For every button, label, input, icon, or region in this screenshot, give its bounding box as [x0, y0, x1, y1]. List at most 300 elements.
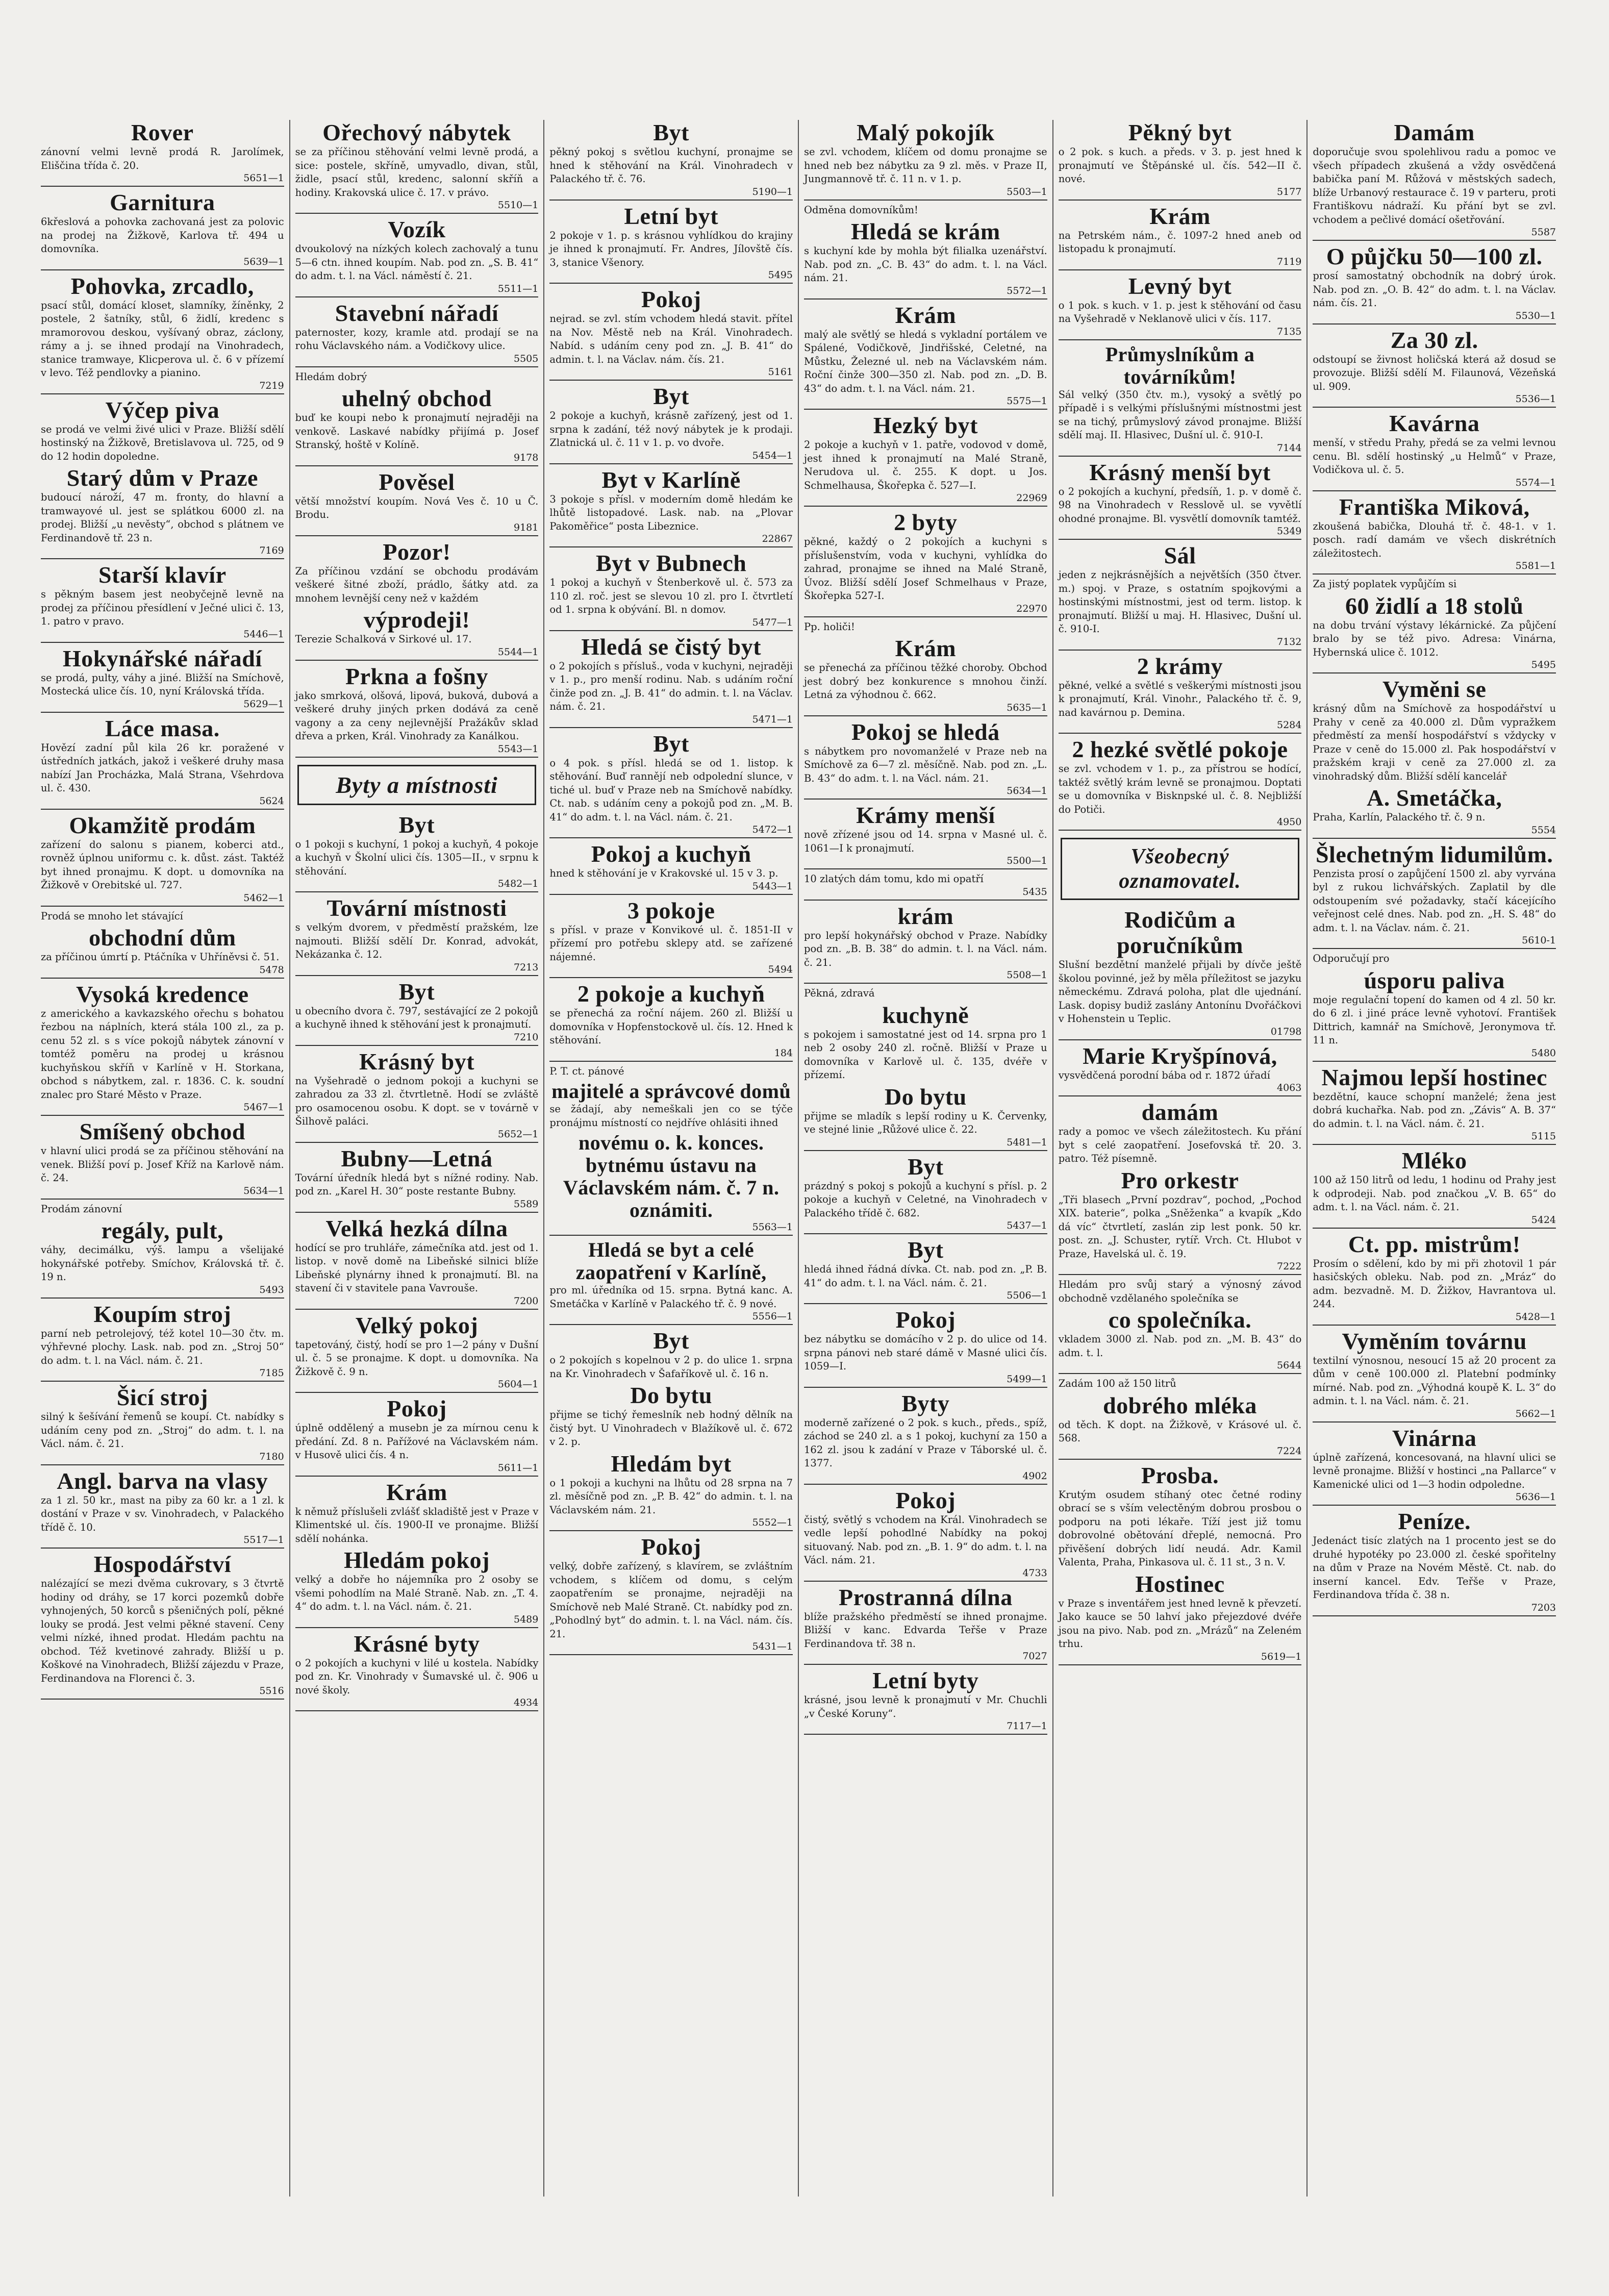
- classified-ad: [1313, 1232, 1556, 1322]
- ad-heading: obchodní dům: [89, 925, 236, 951]
- ad-code: 5495: [1531, 659, 1556, 670]
- classified-ad: [1059, 1043, 1302, 1094]
- classified-ad: [41, 1385, 284, 1462]
- ad-divider: [295, 1142, 539, 1143]
- ad-divider: [1059, 1664, 1302, 1665]
- classified-ad: [804, 872, 1047, 897]
- ad-divider: [295, 535, 539, 536]
- ad-heading: Františka Miková,: [1339, 493, 1530, 520]
- classified-ad: [1059, 1278, 1302, 1305]
- ad-heading: Prkna a fošny: [345, 663, 488, 689]
- ad-heading: Byt: [653, 1328, 689, 1354]
- ad-heading: Krásný menší byt: [1089, 459, 1271, 485]
- ad-code: 7222: [1277, 1261, 1302, 1272]
- classified-ad: [1059, 1307, 1302, 1371]
- ad-heading: Angl. barva na vlasy: [57, 1467, 268, 1494]
- ad-heading: Hezký byt: [873, 412, 978, 438]
- ad-body: o 4 pok. s přísl. hledá se od 1. listop. k stěhování. Buď rannějí neb odpolední slunce, v tiché ul. buď v Praze neb na Smíchově nabídky. Ct. nab. s udáním ceny a pokojů pod zn. „M. B. 41“ do adm. t. l. na Václ. nám. č. 21.: [549, 757, 793, 823]
- ad-code: 4902: [1022, 1470, 1047, 1482]
- ad-code: 5499—1: [1007, 1373, 1047, 1385]
- ad-divider: [1313, 323, 1556, 325]
- classified-ad: [295, 1313, 539, 1390]
- ad-code: 5651—1: [243, 172, 284, 184]
- ad-body: hned k stěhování je v Krakovské ul. 15 v 3. p.: [549, 867, 778, 879]
- ad-divider: [549, 1530, 793, 1531]
- ad-heading: Bubny—Letná: [341, 1145, 493, 1171]
- ad-heading: Byt: [398, 978, 435, 1005]
- ad-code: 5467—1: [243, 1102, 284, 1113]
- ad-body: krásné, jsou levně k pronajmutí v Mr. Chuchli „v České Koruny“.: [804, 1694, 1047, 1719]
- ad-code: 5554: [1531, 824, 1556, 836]
- ad-code: 7119: [1277, 256, 1302, 267]
- ad-body: bezdětní, kauce schopní manželé; žena jest dobrá kuchařka. Nab. pod zn. „Závis“ A. B. 37“ do admin. t. l. na Václ. nám. č. 21.: [1313, 1090, 1556, 1130]
- ad-heading: 60 židlí a 18 stolů: [1345, 592, 1524, 619]
- ad-code: 5161: [768, 366, 793, 378]
- ad-body: textilní výnosnou, nesoucí 15 až 20 procent za dům v ceně 100.000 zl. Platební podmínky mírné. Nab. pod zn. „Výhodná koupě K. L. 3“ do admin. t. l. na Václ. nám. č. 21.: [1313, 1354, 1556, 1407]
- classified-ad: [549, 1451, 793, 1529]
- classified-ad: [804, 1307, 1047, 1385]
- ad-divider: [1059, 1459, 1302, 1460]
- ad-heading: Vinárna: [1392, 1425, 1477, 1451]
- ad-body: k němuž příslušeli zvlášť skladiště jest v Praze v Klimentské ul. čís. 1900-II ve pronajme. Bližší sdělí nohánka.: [295, 1505, 539, 1544]
- ad-heading: Pokoj: [641, 286, 701, 312]
- ad-divider: [1313, 573, 1556, 575]
- ad-body: hledá ihned řádná dívka. Ct. nab. pod zn. „P. B. 41“ do adm. t. l. na Václ. nám. č. 21.: [804, 1263, 1047, 1289]
- ad-body: doporučuje svou spolehlivou radu a pomoc ve všech případech zkušená a vždy osvědčená babička paní M. Růžová v městských sadech, blíže Urbanový restaurace č. 19 v parteru, proti Františkovu nádraží. Ku přání byt se zvl. vchodem a pečlivé domácí ošetřování.: [1313, 146, 1556, 226]
- ad-heading: Marie Kryšpínová,: [1083, 1042, 1277, 1069]
- ad-heading: Byt: [653, 383, 689, 409]
- classified-ad: [1313, 968, 1556, 1059]
- ad-heading: Hledá se krám: [851, 218, 1000, 244]
- ad-body: P. T. ct. pánové: [549, 1065, 624, 1077]
- ad-body: od těch. K dopt. na Žižkově, v Krásové ul. č. 568.: [1058, 1418, 1302, 1444]
- ad-code: 5634—1: [1007, 785, 1047, 796]
- ad-code: 7135: [1277, 326, 1302, 337]
- ad-code: 7210: [513, 1031, 539, 1043]
- ad-heading: Výčep piva: [105, 396, 220, 423]
- ad-body: o 1 pok. s kuch. v 1. p. jest k stěhování od času na Vyšehradě v Neklanově ulici v čís. 117.: [1058, 299, 1302, 325]
- ad-body: prosí samostatný obchodník na dobrý úrok. Nab. pod zn. „O. B. 42“ do adm. t. l. na Václav. nám. čís. 21.: [1313, 270, 1556, 309]
- ad-code: 22969: [1016, 492, 1047, 504]
- classified-ad: [295, 386, 539, 463]
- ad-body: se přenechá za příčinou těžké choroby. Obchod jest dobrý bez konkurence s mnohou činží. Letná za výhodnou č. 662.: [804, 662, 1047, 701]
- ad-divider: [549, 837, 793, 838]
- ad-code: 5503—1: [1007, 186, 1047, 197]
- ad-code: 01798: [1270, 1026, 1302, 1037]
- ad-divider: [1059, 1039, 1302, 1040]
- ad-body: Prodá se mnoho let stávající: [41, 910, 183, 922]
- ad-divider: [295, 891, 539, 892]
- ad-heading: Okamžitě prodám: [69, 812, 256, 838]
- ad-divider: [804, 798, 1047, 800]
- classified-ad: [549, 981, 793, 1059]
- ad-divider: [295, 1045, 539, 1046]
- ad-code: 5506—1: [1007, 1290, 1047, 1301]
- ad-heading: majitelé a správcové domů: [551, 1080, 791, 1103]
- ad-heading: Levný byt: [1128, 272, 1232, 299]
- ad-divider: [295, 1710, 539, 1711]
- ad-divider: [1059, 199, 1302, 201]
- classified-ad: [549, 1080, 793, 1130]
- ad-body: zánovní velmi levně prodá R. Jarolímek, Eliščina třída č. 20.: [41, 146, 284, 171]
- ad-code: 5619—1: [1261, 1651, 1302, 1662]
- ad-code: 5634—1: [243, 1185, 284, 1196]
- ad-body: z amerického a kavkazského ořechu s bohatou řezbou na náplních, která stála 100 zl., za p. cenu 52 zl. s s více pokojů nábytek zánovní v tomtéž poměru na prodej u krásnou kuchyňskou skříň v Karlíně v H. Storkana, obchod s nábytkem, zal. r. 1836. C. k. soudní znalec pro Staré Město v Praze.: [41, 1007, 284, 1101]
- classified-ad: [804, 204, 1047, 217]
- classified-ad: [804, 510, 1047, 614]
- ad-heading: Šicí stroj: [116, 1384, 208, 1410]
- ad-body: Odporučují pro: [1313, 953, 1390, 964]
- ad-heading: Krám: [895, 302, 957, 328]
- ad-divider: [295, 975, 539, 976]
- classified-ad: [1313, 120, 1556, 238]
- ad-code: 22867: [762, 533, 793, 544]
- classified-ad: [1059, 1463, 1302, 1569]
- classifieds-columns: [36, 120, 1561, 2197]
- ad-heading: Průmyslníkům a továrníkům!: [1105, 342, 1255, 388]
- ad-divider: [41, 1199, 284, 1200]
- ad-body: v hlavní ulici prodá se za příčinou stěhování na venek. Bližší poví p. Josef Kříž na Karlově nám. č. 24.: [41, 1145, 284, 1184]
- ad-body: bez nábytku se domácího v 2 p. do ulice od 14. srpna pánovi neb staré dámě v Masné ulici čís. 1059—I.: [804, 1333, 1047, 1372]
- ad-code: 7203: [1531, 1602, 1556, 1613]
- classified-ad: [295, 120, 539, 211]
- ad-body: 100 až 150 litrů od ledu, 1 hodinu od Prahy jest k odprodeji. Nab. pod značkou „V. B. 65“ do adm. t. l. na Václ. nám. č. 21.: [1313, 1174, 1556, 1213]
- ad-divider: [549, 894, 793, 895]
- ad-code: 5481—1: [1007, 1136, 1047, 1148]
- ad-divider: [41, 642, 284, 643]
- classified-ad: [549, 1132, 793, 1233]
- ad-body: 2 pokoje v 1. p. s krásnou vyhlídkou do krajiny je ihned k pronajmutí. Fr. Andres, Jílovště čís. 3, stanice Všenory.: [549, 229, 793, 268]
- ad-body: u obecního dvora č. 797, sestávající ze 2 pokojů a kuchyně ihned k stěhování jest k pronajmutí.: [295, 1005, 539, 1030]
- ad-divider: [1313, 948, 1556, 949]
- ad-divider: [549, 463, 793, 464]
- classified-ad: [804, 219, 1047, 296]
- classified-ad: [1313, 677, 1556, 783]
- ad-heading: Krámy menší: [856, 802, 995, 828]
- ad-heading: Koupím stroj: [93, 1301, 232, 1327]
- ad-code: 7027: [1022, 1651, 1047, 1662]
- ad-body: velký a dobře ho nájemníka pro 2 osoby se všemi pohodlím na Malé Straně. Nab. zn. „T. 4. 4“ do adm. t. l. na Václ. nám. č. 21.: [295, 1574, 539, 1612]
- ad-body: 10 zlatých dám tomu, kdo mi opatří: [804, 873, 984, 885]
- ad-body: silný k šešívání řemenů se koupí. Ct. nabídky s udáním ceny pod zn. „Stroj“ do adm. t. l. na Václ. nám. č. 21.: [41, 1411, 284, 1450]
- ad-body: s velkým dvorem, v předměstí pražském, lze najmouti. Bližší sdělí Dr. Konrad, advokát, Nekázanka č. 12.: [295, 921, 539, 960]
- ad-divider: [804, 983, 1047, 984]
- section-box-label: Byty a místnosti: [336, 771, 498, 798]
- ad-body: v Praze s inventářem jest hned levně k převzetí. Jako kauce se 50 lahví jako přejezdové dvéře jsou na pivo. Nab. pod zn. „Mrázů“ na Zeleném trhu.: [1058, 1597, 1302, 1650]
- ad-divider: [41, 1115, 284, 1116]
- ad-heading: Sál: [1164, 542, 1196, 568]
- classified-ad: [804, 1391, 1047, 1482]
- ad-heading: regály, pult,: [101, 1217, 224, 1243]
- ad-body: Za příčinou vzdání se obchodu prodávám veškeré šitné zboží, prádlo, šátky atd. za mnohem levnější ceny než v každém: [295, 565, 539, 604]
- ad-body: vysvědčená porodní bába od r. 1872 úřadí: [1058, 1069, 1270, 1081]
- ad-heading: 2 pokoje a kuchyň: [577, 981, 765, 1007]
- ad-heading: Ct. pp. mistrům!: [1348, 1231, 1521, 1257]
- classified-ad: [41, 1218, 284, 1295]
- ad-heading: krám: [897, 903, 954, 929]
- ad-body: Zadám 100 až 150 litrů: [1058, 1378, 1176, 1389]
- ad-heading: Hledá se čistý byt: [581, 633, 762, 660]
- ad-divider: [41, 1464, 284, 1465]
- classified-ad: [804, 1003, 1047, 1082]
- ad-code: 4950: [1277, 816, 1302, 828]
- ad-body: moderně zařízené o 2 pok. s kuch., předs., spíž, záchod se 240 zl. a s 1 pokoj, kuchyní za 150 a 162 zl. jsou k zadání v Praze v Táborské ul. č. 1377.: [804, 1416, 1047, 1469]
- ad-heading: Šlechetným lidumilům.: [1315, 841, 1553, 867]
- ad-heading: Rover: [131, 120, 194, 145]
- ad-divider: [1059, 1274, 1302, 1275]
- ad-heading: Krám: [1149, 203, 1211, 229]
- ad-body: pro lepší hokynářský obchod v Praze. Nabídky pod zn. „B. B. 38“ do admin. t. l. na Václ. nám. č. 21.: [804, 929, 1047, 968]
- ad-code: 22970: [1016, 603, 1047, 614]
- ad-heading: O půjčku 50—100 zl.: [1326, 243, 1543, 269]
- ad-heading: Pokoj: [641, 1534, 701, 1560]
- classified-ad: [41, 273, 284, 391]
- classified-ad: [804, 1488, 1047, 1579]
- ad-heading: Pokoj: [387, 1395, 447, 1421]
- ad-heading: A. Smetáčka,: [1367, 785, 1502, 811]
- ad-heading: Hledá se byt a celé zaopatření v Karlíně,: [575, 1238, 767, 1284]
- classified-ad: [1313, 842, 1556, 946]
- ad-body: Prodám zánovní: [41, 1203, 122, 1215]
- classified-ad: [804, 413, 1047, 504]
- ad-body: nejrad. se zvl. stím vchodem hledá stavit. přítel na Nov. Městě neb na Král. Vinohradech. Nabíd. s udáním ceny pod zn. „J. B. 41“ do admin. t. l. na Václav. nám. čís. 21.: [549, 313, 793, 365]
- ad-divider: [295, 213, 539, 214]
- column-2: [289, 120, 544, 2197]
- ad-code: 9178: [513, 452, 539, 463]
- ad-body: Tovární úředník hledá byt s nížné rodiny. Nab. pod zn. „Karel H. 30“ poste restante Bubny.: [295, 1171, 539, 1197]
- ad-code: 5500—1: [1007, 855, 1047, 866]
- classified-ad: [41, 120, 284, 184]
- ad-body: čistý, světlý s vchodem na Král. Vinohradech se vedle lepší pohodlné Nabídky na pokoj situovaný. Nab. pod zn. „B. 1. 9“ do adm. t. l. na Václ. nám. 21.: [804, 1513, 1047, 1566]
- ad-code: 7117—1: [1007, 1720, 1047, 1732]
- ad-divider: [41, 186, 284, 187]
- ad-heading: Starší klavír: [98, 562, 227, 588]
- ad-divider: [549, 1235, 793, 1236]
- ad-body: budoucí nároží, 47 m. fronty, do hlavní a tramwayové ul. jest se splátkou 6000 zl. na prodej. Bližší „u nevěsty“, obchod s plátnem ve Ferdinandově tř. 23 n.: [41, 491, 284, 544]
- classified-ad: [1059, 1168, 1302, 1272]
- ad-body: s pěkným basem jest neobyčejně levně na prodej za příčinou přesídlení v Ječné ulici č. 13, 1. patro v pravo.: [41, 588, 284, 627]
- column-4: [798, 120, 1052, 2197]
- ad-body: na Vyšehradě o jednom pokoji a kuchyni se zahradou za 33 zl. čtvrtletně. Hodí se zvláště pro osamocenou osobu. K dopt. se v továrně v Šilhově paláci.: [295, 1075, 539, 1127]
- classified-ad: [1313, 1509, 1556, 1613]
- ad-body: paternoster, kozy, kramle atd. prodají se na rohu Václavského nám. a Vodičkovy ulice.: [295, 326, 539, 352]
- classified-ad: [549, 898, 793, 976]
- ad-divider: [1313, 407, 1556, 408]
- ad-body: 2 pokoje a kuchyň, krásně zařízený, jest od 1. srpna k zadání, též nový nábytek je k prodaji. Zlatnická ul. č. 11 v 1. p. vo dvoře.: [549, 410, 793, 448]
- ad-divider: [549, 1061, 793, 1062]
- ad-body: Praha, Karlín, Palackého tř. č. 9 n.: [1313, 811, 1486, 823]
- ad-divider: [41, 269, 284, 270]
- column-1: [36, 120, 289, 2197]
- classified-ad: [1313, 785, 1556, 836]
- ad-heading: Hledám byt: [611, 1450, 732, 1477]
- ad-heading: Velký pokoj: [355, 1312, 479, 1338]
- classified-ad: [1059, 654, 1302, 731]
- classified-ad: [549, 384, 793, 461]
- ad-divider: [804, 616, 1047, 617]
- classified-ad: [41, 1119, 284, 1196]
- ad-code: 5424: [1531, 1214, 1556, 1226]
- ad-divider: [549, 283, 793, 284]
- classified-ad: [295, 301, 539, 364]
- ad-divider: [41, 906, 284, 907]
- classified-ad: [295, 1146, 539, 1210]
- ad-heading: výprodeji!: [363, 607, 470, 633]
- classified-ad: [549, 731, 793, 836]
- ad-code: 5431—1: [752, 1641, 793, 1652]
- ad-code: 5552—1: [752, 1517, 793, 1528]
- ad-divider: [41, 1381, 284, 1382]
- classified-ad: [549, 1534, 793, 1652]
- ad-body: nově zřízené jsou od 14. srpna v Masné ul. č. 1061—I k pronajmutí.: [804, 829, 1047, 854]
- ad-body: o 1 pokoji s kuchyní, 1 pokoj a kuchyň, 4 pokoje a kuchyň v Školní ulici čís. 1305—II., v srpnu k stěhování.: [295, 838, 539, 877]
- classified-ad: [1313, 1426, 1556, 1503]
- classified-ad: [1059, 1571, 1302, 1662]
- ad-heading: co společníka.: [1108, 1307, 1252, 1333]
- ad-code: 7132: [1277, 636, 1302, 647]
- ad-heading: dobrého mléka: [1103, 1392, 1257, 1418]
- column-3: [543, 120, 798, 2197]
- ad-body: Hledám pro svůj starý a výnosný závod obchodně vzdělaného společníka se: [1058, 1279, 1302, 1304]
- classified-ad: [41, 813, 284, 904]
- ad-divider: [1059, 269, 1302, 270]
- ad-heading: Prosba.: [1141, 1462, 1219, 1488]
- classified-ad: [549, 467, 793, 545]
- ad-body: úplně oddělený a musebn je za mírnou cenu k předání. Zd. 8 n. Pařížové na Václavském nám. v Husově ulici čís. 4 n.: [295, 1422, 539, 1461]
- ad-heading: Garnitura: [110, 189, 215, 215]
- classified-ad: [295, 895, 539, 973]
- ad-heading: Pokoj: [895, 1487, 956, 1513]
- ad-divider: [1313, 1325, 1556, 1326]
- ad-body: blíže pražského předměstí se ihned pronajme. Bližší v kanc. Edvarda Teřše v Praze Ferdinandova tř. 38 n.: [804, 1610, 1047, 1650]
- ad-body: zkoušená babička, Dlouhá tř. č. 48-1. v 1. posch. radí damám ve všech diskrétních záležitostech.: [1313, 520, 1556, 559]
- ad-body: Terezie Schalková v Sirkové ul. 17.: [295, 633, 472, 645]
- ad-heading: Krám: [895, 635, 957, 661]
- ad-code: 5494: [768, 964, 793, 975]
- ad-heading: Pověsel: [379, 468, 455, 495]
- classified-ad: [41, 910, 284, 924]
- ad-body: pěkné, velké a světlé s veškerými místnosti jsou k pronajmutí, Král. Vinohr., Palackého tř. č. 9, nad kavárnou p. Demina.: [1058, 679, 1302, 718]
- classified-ad: [295, 664, 539, 755]
- ad-body: jeden z nejkrásnějších a největších (350 čtver. m.) spoj. v Praze, s ostatním spojkovými a hostinskými místnostmi, jest od term. listop. k pronajmutí. Bližší u maj. H. Hlasivec, Dušní ul. č. 910-I.: [1058, 569, 1302, 635]
- ad-body: s pokojem i samostatné jest od 14. srpna pro 1 neb 2 osoby 240 zl. ročně. Bližší v Praze u domovníka v Karlově ul. č. 135, dvéře v přízemí.: [804, 1028, 1047, 1081]
- ad-heading: kuchyně: [882, 1002, 969, 1028]
- classified-ad: [549, 634, 793, 725]
- ad-code: 5611—1: [497, 1462, 539, 1474]
- ad-code: 5478: [259, 964, 284, 976]
- ad-divider: [295, 660, 539, 661]
- ad-code: 5652—1: [497, 1128, 539, 1140]
- classified-ad: [1059, 120, 1302, 197]
- ad-code: 7224: [1277, 1445, 1302, 1457]
- ad-code: 5471—1: [752, 713, 793, 725]
- ad-divider: [804, 1303, 1047, 1304]
- ad-body: na Petrském nám., č. 1097-2 hned aneb od listopadu k pronajmutí.: [1058, 229, 1302, 255]
- classified-ad: [41, 562, 284, 640]
- classified-ad: [295, 370, 539, 384]
- classified-ad: [1059, 1377, 1302, 1391]
- ad-heading: Prostranná dílna: [838, 1584, 1013, 1610]
- ad-heading: Byt: [908, 1153, 944, 1180]
- ad-code: 5572—1: [1007, 285, 1047, 296]
- classified-ad: [295, 1049, 539, 1140]
- ad-code: 5587: [1531, 227, 1556, 238]
- ad-heading: Pokoj: [895, 1307, 956, 1333]
- ad-body: s přísl. v praze v Konvikové ul. č. 1851-II v přízemí pro potřebu sklepy atd. se zařízené nájemné.: [549, 924, 793, 963]
- ad-heading: Hledám pokoj: [344, 1547, 490, 1573]
- ad-body: o 2 pok. s kuch. a předs. v 3. p. jest hned k pronajmutí ve Štěpánské ul. čís. 542—II č. nové.: [1058, 146, 1302, 185]
- classified-ad: [41, 716, 284, 807]
- ad-heading: Hospodářství: [93, 1551, 231, 1577]
- ad-divider: [1059, 830, 1302, 831]
- ad-body: se přenechá za roční nájem. 260 zl. Bližší u domovníka v Hopfenstockově ul. čís. 12. Hned k stěhování.: [549, 1007, 793, 1046]
- ad-body: úplně zařízená, koncesovaná, na hlavní ulici se levně pronajme. Bližší v hostinci „na Pallarce“ v Kamenické ulici od 1—3 hodin odpoledne.: [1313, 1451, 1556, 1490]
- classified-ad: [804, 719, 1047, 797]
- ad-body: tapetováný, čistý, hodí se pro 1—2 pány v Dušní ul. č. 5 se pronajme. K dopt. u domovníka. Na Žižkově č. 9 n.: [295, 1338, 539, 1378]
- classified-ad: [804, 636, 1047, 713]
- ad-divider: [549, 380, 793, 381]
- classified-ad: [295, 812, 539, 890]
- ad-body: Prosím o sdělení, kdo by mi při zhotovil 1 pár hasičských obleku. Nab. pod zn. „Mráz“ do adm. bezvadně. M. D. Žižkov, Havrantova ul. 244.: [1313, 1257, 1556, 1310]
- ad-heading: Peníze.: [1398, 1508, 1471, 1534]
- ad-divider: [41, 558, 284, 559]
- classified-ad: [804, 1154, 1047, 1232]
- ad-body: pro ml. úředníka od 15. srpna. Bytná kanc. A. Smetáčka v Karlíně v Palackého tř. č. 9 nové.: [549, 1284, 793, 1310]
- ad-divider: [1059, 733, 1302, 734]
- classified-ad: [1313, 411, 1556, 488]
- ad-heading: Stavební nářadí: [335, 300, 499, 326]
- ad-code: 5516: [259, 1685, 284, 1696]
- ad-body: rady a pomoc ve všech záležitostech. Ku přání byt s celé zaopatření. Josefovská tř. 20. 3. patro. Též písemně.: [1058, 1126, 1302, 1164]
- ad-divider: [549, 727, 793, 728]
- ad-code: 5446—1: [243, 628, 284, 640]
- ad-heading: Damám: [1394, 120, 1475, 145]
- ad-body: menší, v středu Prahy, předá se za velmi levnou cenu. Bl. sdělí hostinský „u Helmů“ v Praze, Vodičkova ul. č. 5.: [1313, 437, 1556, 476]
- ad-code: 5624: [259, 795, 284, 807]
- ad-code: 5556—1: [752, 1311, 793, 1322]
- ad-heading: Vozík: [388, 216, 446, 242]
- classified-ad: [804, 987, 1047, 1001]
- ad-heading: Láce masa.: [105, 715, 220, 741]
- ad-heading: Starý dům v Praze: [66, 465, 258, 491]
- ad-code: 7185: [259, 1367, 284, 1379]
- ad-code: 5443—1: [752, 880, 793, 892]
- ad-body: se za příčinou stěhování velmi levně prodá, a sice: postele, skříně, umyvadlo, divan, stůl, židle, psací stůl, kredenc, salonní skříň a hodiny. Krakovská ulice č. 17. v právo.: [295, 146, 539, 198]
- ad-body: Sál velký (350 čtv. m.), vysoký a světlý po případě i s velkými příslušnými místnostmi jest se na tichý, průmyslový závod pronajme. Bližší sdělí maj. II. Hlasivec, Dušní ul. č. 910-I.: [1058, 388, 1302, 441]
- classified-ad: [41, 1203, 284, 1216]
- ad-divider: [295, 1627, 539, 1628]
- ad-body: se prodá ve velmi živé ulici v Praze. Bližší sdělí hostinský na Žižkově, Bretislavova ul. 725, od 9 do 12 hodin dopoledne.: [41, 423, 284, 462]
- ad-body: s nábytkem pro novomanželé v Praze neb na Smíchově za 6—7 zl. měsíčně. Nab. pod zn. „L. B. 43“ do adm. t. l. na Václ. nám. 21.: [804, 745, 1047, 784]
- ad-divider: [804, 900, 1047, 901]
- ad-code: 5636—1: [1515, 1491, 1556, 1503]
- ad-divider: [804, 1664, 1047, 1665]
- classified-ad: [41, 190, 284, 267]
- ad-code: 5635—1: [1007, 702, 1047, 713]
- ad-divider: [41, 978, 284, 979]
- ad-body: hodící se pro truhláře, zámečníka atd. jest od 1. listop. v nově domě na Libeňské silnici blíže Libeňské plynárny ihned k pronajmutí. Bl. na stavení či v stavitele pana Vavrouše.: [295, 1241, 539, 1294]
- ad-divider: [804, 1233, 1047, 1234]
- ad-heading: Do bytu: [630, 1382, 713, 1408]
- ad-divider: [804, 506, 1047, 507]
- classified-ad: [1059, 543, 1302, 647]
- ad-code: 5495: [768, 269, 793, 281]
- classified-ad: [1059, 204, 1302, 267]
- classified-ad: [41, 1552, 284, 1696]
- ad-heading: Krásný byt: [359, 1048, 475, 1075]
- ad-code: 5493: [259, 1284, 284, 1295]
- ad-heading: Tovární místnosti: [326, 895, 507, 921]
